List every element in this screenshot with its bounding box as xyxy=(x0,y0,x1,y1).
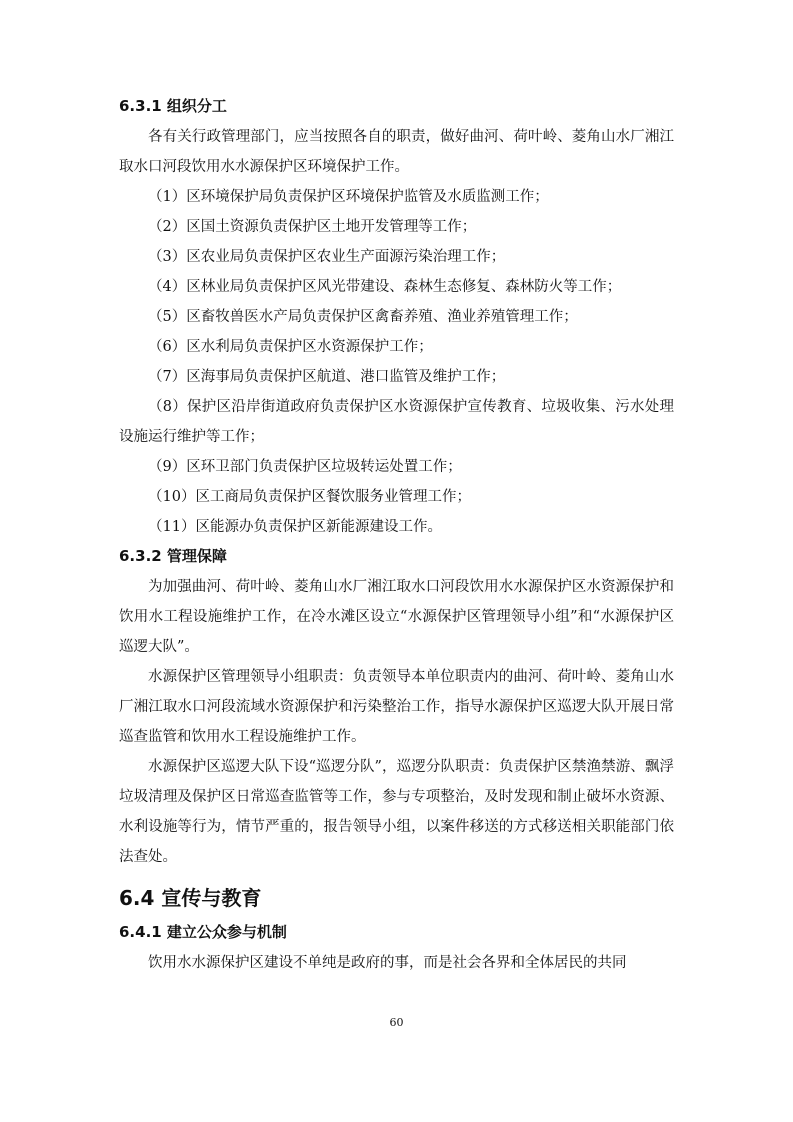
paragraph-631-intro: 各有关行政管理部门，应当按照各自的职责，做好曲河、荷叶岭、菱角山水厂湘江取水口河段饮用水水源保护区环境保护工作。 xyxy=(119,129,674,175)
heading-6-4: 6.4 宣传与教育 xyxy=(119,886,262,910)
heading-6-4-1: 6.4.1 建立公众参与机制 xyxy=(119,923,287,941)
list-item: （1）区环境保护局负责保护区环境保护监管及水质监测工作； xyxy=(148,189,549,205)
list-item: （3）区农业局负责保护区农业生产面源污染治理工作； xyxy=(148,249,506,265)
page-number: 60 xyxy=(389,1016,404,1029)
list-item: （4）区林业局负责保护区风光带建设、森林生态修复、森林防火等工作； xyxy=(148,279,622,295)
list-item: （8）保护区沿岸街道政府负责保护区水资源保护宣传教育、垃圾收集、污水处理设施运行维护等工作； xyxy=(119,399,674,445)
list-item: （7）区海事局负责保护区航道、港口监管及维护工作； xyxy=(148,369,506,385)
heading-6-3-1: 6.3.1 组织分工 xyxy=(119,97,227,115)
list-item: （5）区畜牧兽医水产局负责保护区禽畜养殖、渔业养殖管理工作； xyxy=(148,309,578,325)
page-content xyxy=(119,92,674,978)
paragraph-632-2: 水源保护区管理领导小组职责：负责领导本单位职责内的曲河、荷叶岭、菱角山水厂湘江取水口河段流域水资源保护和污染整治工作，指导水源保护区巡逻大队开展日常巡查监管和饮用水工程设施维护工作。 xyxy=(119,669,674,745)
list-item: （9）区环卫部门负责保护区垃圾转运处置工作； xyxy=(148,459,462,475)
paragraph-641-1: 饮用水水源保护区建设不单纯是政府的事，而是社会各界和全体居民的共同 xyxy=(148,955,627,971)
list-item: （2）区国土资源负责保护区土地开发管理等工作； xyxy=(148,219,477,235)
list-item: （6）区水利局负责保护区水资源保护工作； xyxy=(148,339,433,355)
list-item: （11）区能源办负责保护区新能源建设工作。 xyxy=(148,519,442,535)
paragraph-632-1: 为加强曲河、荷叶岭、菱角山水厂湘江取水口河段饮用水水源保护区水资源保护和饮用水工程设施维护工作，在冷水滩区设立“水源保护区管理领导小组”和“水源保护区巡逻大队”。 xyxy=(119,579,674,655)
paragraph-632-3: 水源保护区巡逻大队下设“巡逻分队”，巡逻分队职责：负责保护区禁渔禁游、飘浮垃圾清理及保护区日常巡查监管等工作，参与专项整治，及时发现和制止破坏水资源、水利设施等行为，情节严重的，报告领导小组，以案件移送的方式移送相关职能部门依法查处。 xyxy=(119,759,674,865)
list-item: （10）区工商局负责保护区餐饮服务业管理工作； xyxy=(148,489,471,505)
heading-6-3-2: 6.3.2 管理保障 xyxy=(119,547,227,565)
